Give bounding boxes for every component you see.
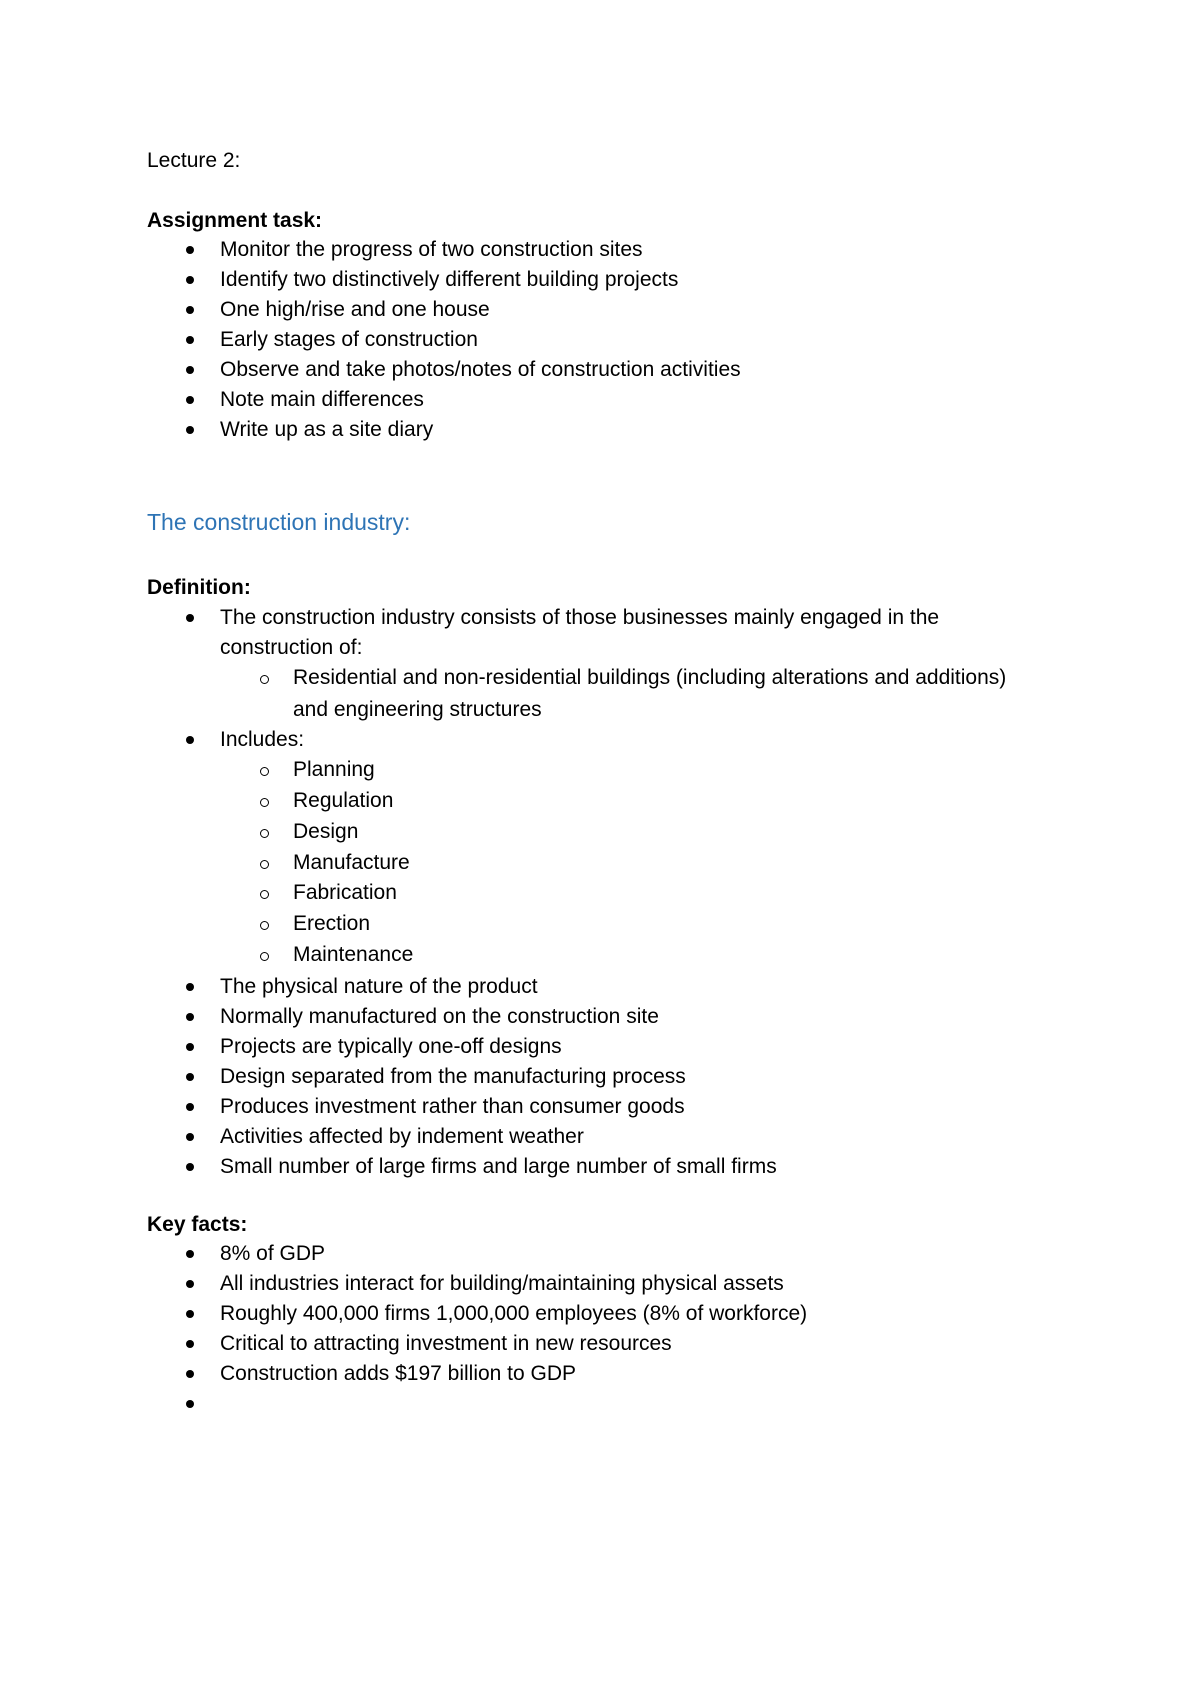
list-item: Critical to attracting investment in new resources <box>220 1332 672 1355</box>
bullet-icon <box>186 1103 194 1111</box>
bullet-icon <box>186 1043 194 1051</box>
key-facts-heading: Key facts: <box>147 1213 248 1236</box>
list-item: Normally manufactured on the construction site <box>220 1005 659 1028</box>
sub-list-item: Maintenance <box>293 943 414 966</box>
list-item: 8% of GDP <box>220 1242 326 1265</box>
sub-list-item: Residential and non-residential buildings (including alterations and additions) <box>293 666 1007 689</box>
list-item: Design separated from the manufacturing process <box>220 1065 686 1088</box>
sub-list-item: Regulation <box>293 789 394 812</box>
sub-list-item-continued: and engineering structures <box>293 698 542 721</box>
sub-list-item: Manufacture <box>293 851 410 874</box>
list-item: Projects are typically one-off designs <box>220 1035 562 1058</box>
bullet-icon <box>186 306 194 314</box>
bullet-icon <box>186 336 194 344</box>
assignment-heading: Assignment task: <box>147 209 323 232</box>
bullet-icon <box>186 983 194 991</box>
list-item: Includes: <box>220 728 305 751</box>
bullet-icon <box>186 1280 194 1288</box>
list-item: Write up as a site diary <box>220 418 434 441</box>
list-item-continued: construction of: <box>220 636 363 659</box>
definition-heading: Definition: <box>147 576 251 599</box>
lecture-title: Lecture 2: <box>147 149 241 172</box>
circle-bullet-icon <box>260 860 269 869</box>
list-item: All industries interact for building/maintaining physical assets <box>220 1272 784 1295</box>
circle-bullet-icon <box>260 767 269 776</box>
list-item: Small number of large firms and large number of small firms <box>220 1155 777 1178</box>
list-item: The construction industry consists of those businesses mainly engaged in the <box>220 606 940 629</box>
bullet-icon <box>186 1400 194 1408</box>
sub-list-item: Planning <box>293 758 375 781</box>
list-item: Roughly 400,000 firms 1,000,000 employees (8% of workforce) <box>220 1302 808 1325</box>
list-item: Identify two distinctively different building projects <box>220 268 679 291</box>
bullet-icon <box>186 1340 194 1348</box>
list-item: Construction adds $197 billion to GDP <box>220 1362 577 1385</box>
bullet-icon <box>186 1370 194 1378</box>
bullet-icon <box>186 366 194 374</box>
bullet-icon <box>186 1163 194 1171</box>
circle-bullet-icon <box>260 890 269 899</box>
list-item: Activities affected by indement weather <box>220 1125 584 1148</box>
bullet-icon <box>186 1250 194 1258</box>
list-item: The physical nature of the product <box>220 975 538 998</box>
list-item: Produces investment rather than consumer goods <box>220 1095 685 1118</box>
list-item: Early stages of construction <box>220 328 478 351</box>
bullet-icon <box>186 1073 194 1081</box>
bullet-icon <box>186 1310 194 1318</box>
circle-bullet-icon <box>260 829 269 838</box>
circle-bullet-icon <box>260 798 269 807</box>
section-heading: The construction industry: <box>147 509 411 535</box>
list-item: Note main differences <box>220 388 424 411</box>
bullet-icon <box>186 396 194 404</box>
circle-bullet-icon <box>260 952 269 961</box>
list-item: Monitor the progress of two construction sites <box>220 238 643 261</box>
bullet-icon <box>186 276 194 284</box>
bullet-icon <box>186 426 194 434</box>
bullet-icon <box>186 736 194 744</box>
bullet-icon <box>186 1013 194 1021</box>
list-item: Observe and take photos/notes of construction activities <box>220 358 741 381</box>
bullet-icon <box>186 1133 194 1141</box>
bullet-icon <box>186 614 194 622</box>
circle-bullet-icon <box>260 675 269 684</box>
sub-list-item: Fabrication <box>293 881 397 904</box>
circle-bullet-icon <box>260 921 269 930</box>
sub-list-item: Erection <box>293 912 371 935</box>
list-item: One high/rise and one house <box>220 298 490 321</box>
bullet-icon <box>186 246 194 254</box>
sub-list-item: Design <box>293 820 359 843</box>
